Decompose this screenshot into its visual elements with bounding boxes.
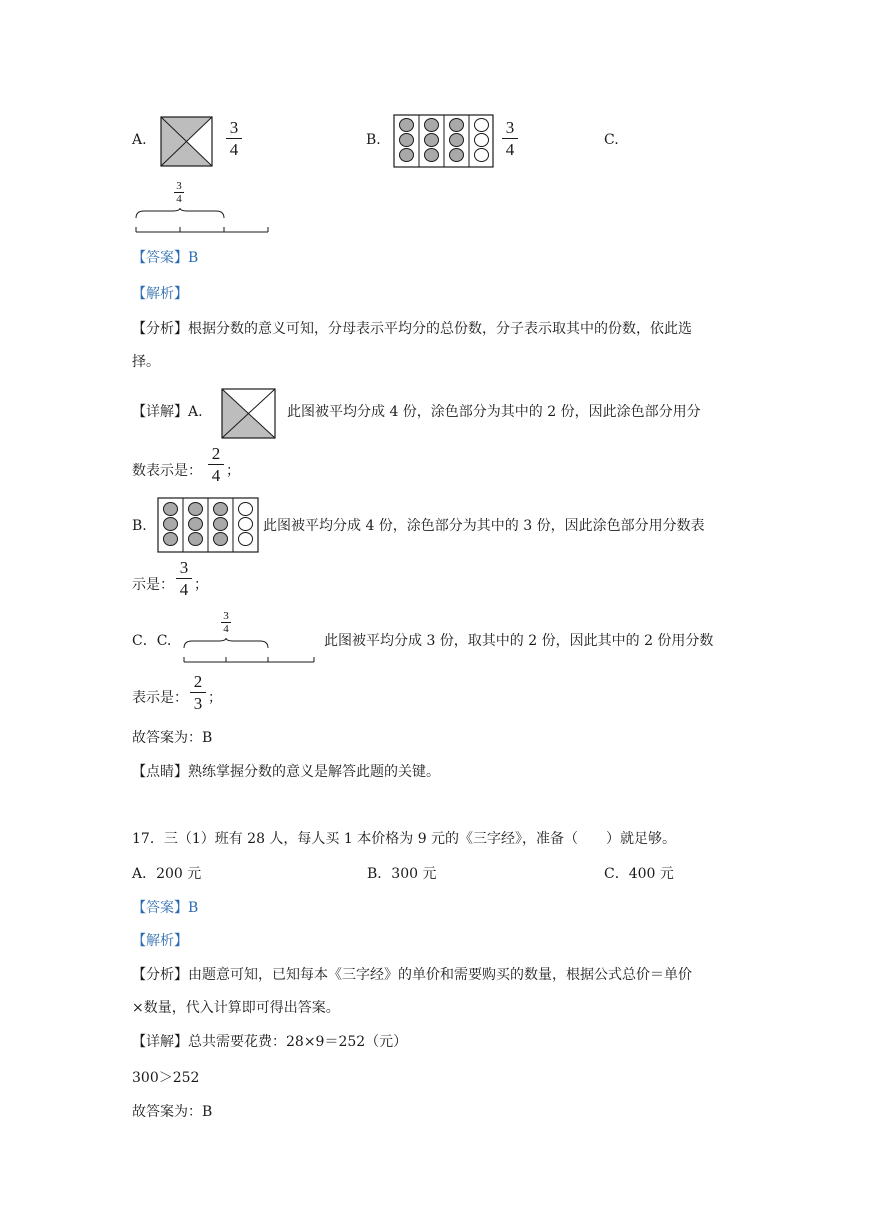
q17-answer: 【答案】B (132, 900, 199, 916)
q16-detail-b-text: 此图被平均分成 4 份，涂色部分为其中的 3 份，因此涂色部分用分数表 (263, 518, 705, 534)
q17-conclusion: 故答案为：B (132, 1104, 213, 1120)
q16-detail-a-text: 此图被平均分成 4 份，涂色部分为其中的 2 份，因此涂色部分用分 (287, 404, 701, 420)
fraction-three-quarters: 3 4 (176, 558, 192, 599)
fraction-two-quarters: 2 4 (208, 444, 224, 485)
option-c-label: C. (604, 132, 619, 148)
q17-analysis-head: 【解析】 (132, 933, 188, 949)
q17-option-b: B．300 元 (367, 866, 437, 882)
semicolon: ； (226, 463, 240, 479)
q16-comment: 【点睛】熟练掌握分数的意义是解答此题的关键。 (132, 764, 440, 780)
q17-analysis-line2: ×数量，代入计算即可得出答案。 (132, 1000, 340, 1016)
q16-detail-a-prefix: 【详解】A. (132, 404, 203, 420)
fraction-b: 3 4 (502, 118, 518, 159)
circle-grid-figure-b (393, 114, 495, 168)
segment-figure-c (132, 208, 272, 236)
q16-conclusion: 故答案为：B (132, 730, 213, 746)
square-diagonal-figure-detail-a (221, 388, 276, 439)
fraction-c-small: 3 4 (174, 180, 184, 205)
semicolon: ； (194, 577, 208, 593)
square-diagonal-figure-a (160, 116, 213, 167)
fraction-c-small-detail: 3 4 (221, 610, 231, 635)
segment-figure-detail-c (180, 638, 320, 666)
fraction-two-thirds: 2 3 (190, 672, 206, 713)
q16-detail-c-cont: 表示是： (132, 690, 188, 706)
option-b-label: B. (366, 132, 381, 148)
fraction-a: 3 4 (226, 118, 242, 159)
q17-detail: 【详解】总共需要花费：28×9＝252（元） (132, 1034, 408, 1050)
q16-detail-c-text: 此图被平均分成 3 份，取其中的 2 份，因此其中的 2 份用分数 (324, 633, 714, 649)
q17-analysis-line1: 【分析】由题意可知，已知每本《三字经》的单价和需要购买的数量，根据公式总价＝单价 (132, 967, 692, 983)
q16-detail-b-cont: 示是： (132, 577, 174, 593)
q16-detail-a-cont: 数表示是： (132, 463, 202, 479)
q16-detail-c-label: C．C. (132, 633, 172, 649)
q16-analysis-head: 【解析】 (132, 286, 188, 302)
q17-question: 17．三（1）班有 28 人，每人买 1 本价格为 9 元的《三字经》，准备（ ）就足够。 (132, 831, 677, 847)
q16-answer: 【答案】B (132, 250, 199, 266)
circle-grid-figure-detail-b (157, 497, 260, 553)
q16-analysis-line1: 【分析】根据分数的意义可知，分母表示平均分的总份数，分子表示取其中的份数，依此选 (132, 321, 692, 337)
option-a-label: A. (132, 132, 147, 148)
q17-option-c: C．400 元 (604, 866, 674, 882)
q17-option-a: A．200 元 (132, 866, 202, 882)
q17-compare: 300＞252 (132, 1070, 200, 1086)
q16-detail-b-label: B. (132, 518, 147, 534)
q16-analysis-line2: 择。 (132, 354, 160, 370)
semicolon: ； (208, 690, 222, 706)
